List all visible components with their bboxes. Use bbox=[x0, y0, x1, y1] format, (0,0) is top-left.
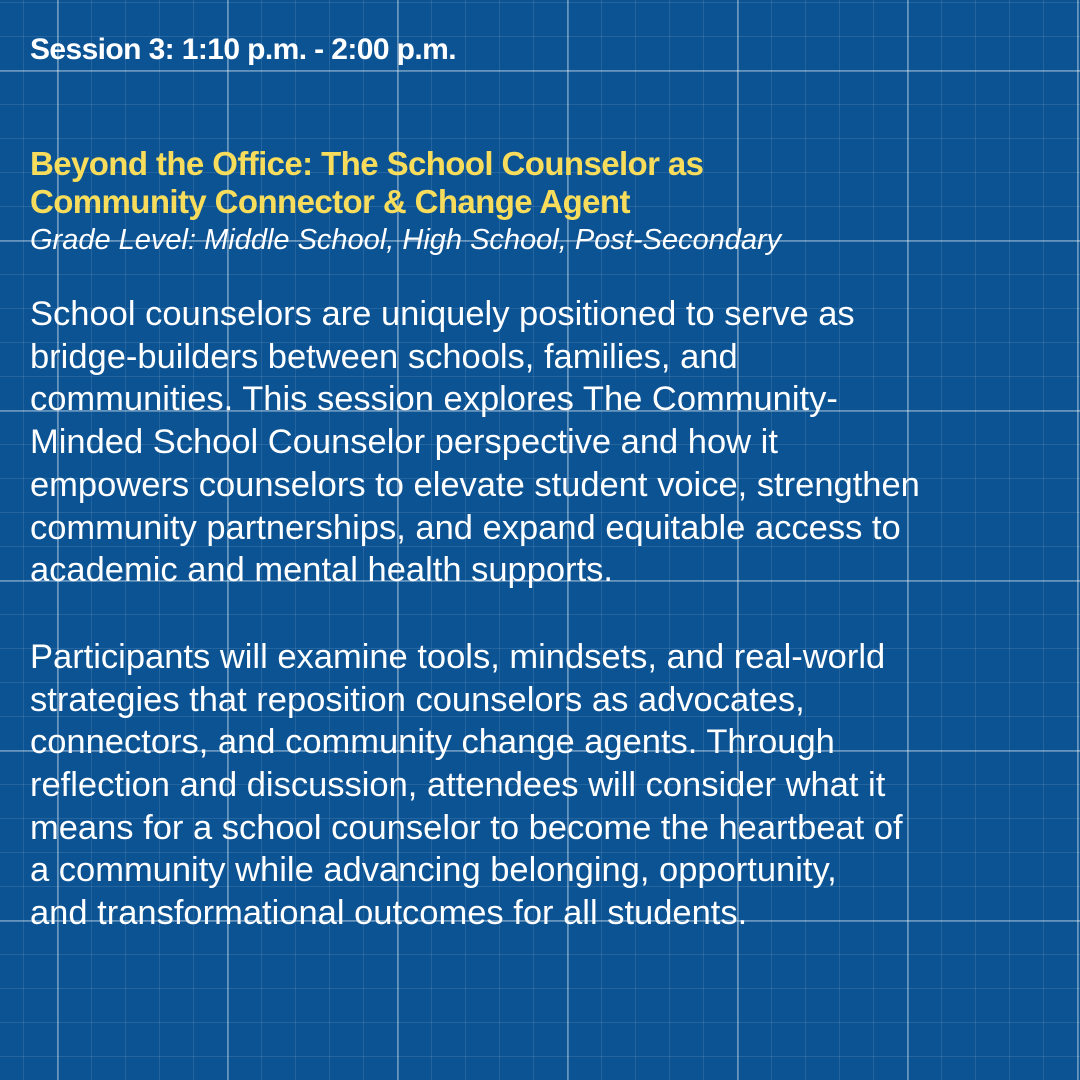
session-title bbox=[30, 145, 1030, 221]
grade-level: Grade Level: Middle School, High School, Post-Secondary bbox=[30, 224, 782, 256]
description-paragraph-2: Participants will examine tools, mindsets, and real-world strategies that reposition counselors as advocates, connectors, and community change agents. Through reflection and discussion, attendees will consider what it means for a school counselor to become the heartbeat of a community while advancing belonging, opportunity, and transformational outcomes for all students. bbox=[30, 637, 903, 933]
description-paragraph-1: School counselors are uniquely positioned to serve as bridge-builders between schools, families, and communities. This session explores The Community- Minded School Counselor perspective and how it empowers counselors to elevate student voice, strengthen community partnerships, and expand equitable access to academic and mental health supports. bbox=[30, 295, 920, 590]
session-time: Session 3: 1:10 p.m. - 2:00 p.m. bbox=[30, 33, 456, 66]
session-title-text: Beyond the Office: The School Counselor as Community Connector & Change Agent bbox=[30, 145, 704, 220]
session-card bbox=[30, 30, 1030, 935]
